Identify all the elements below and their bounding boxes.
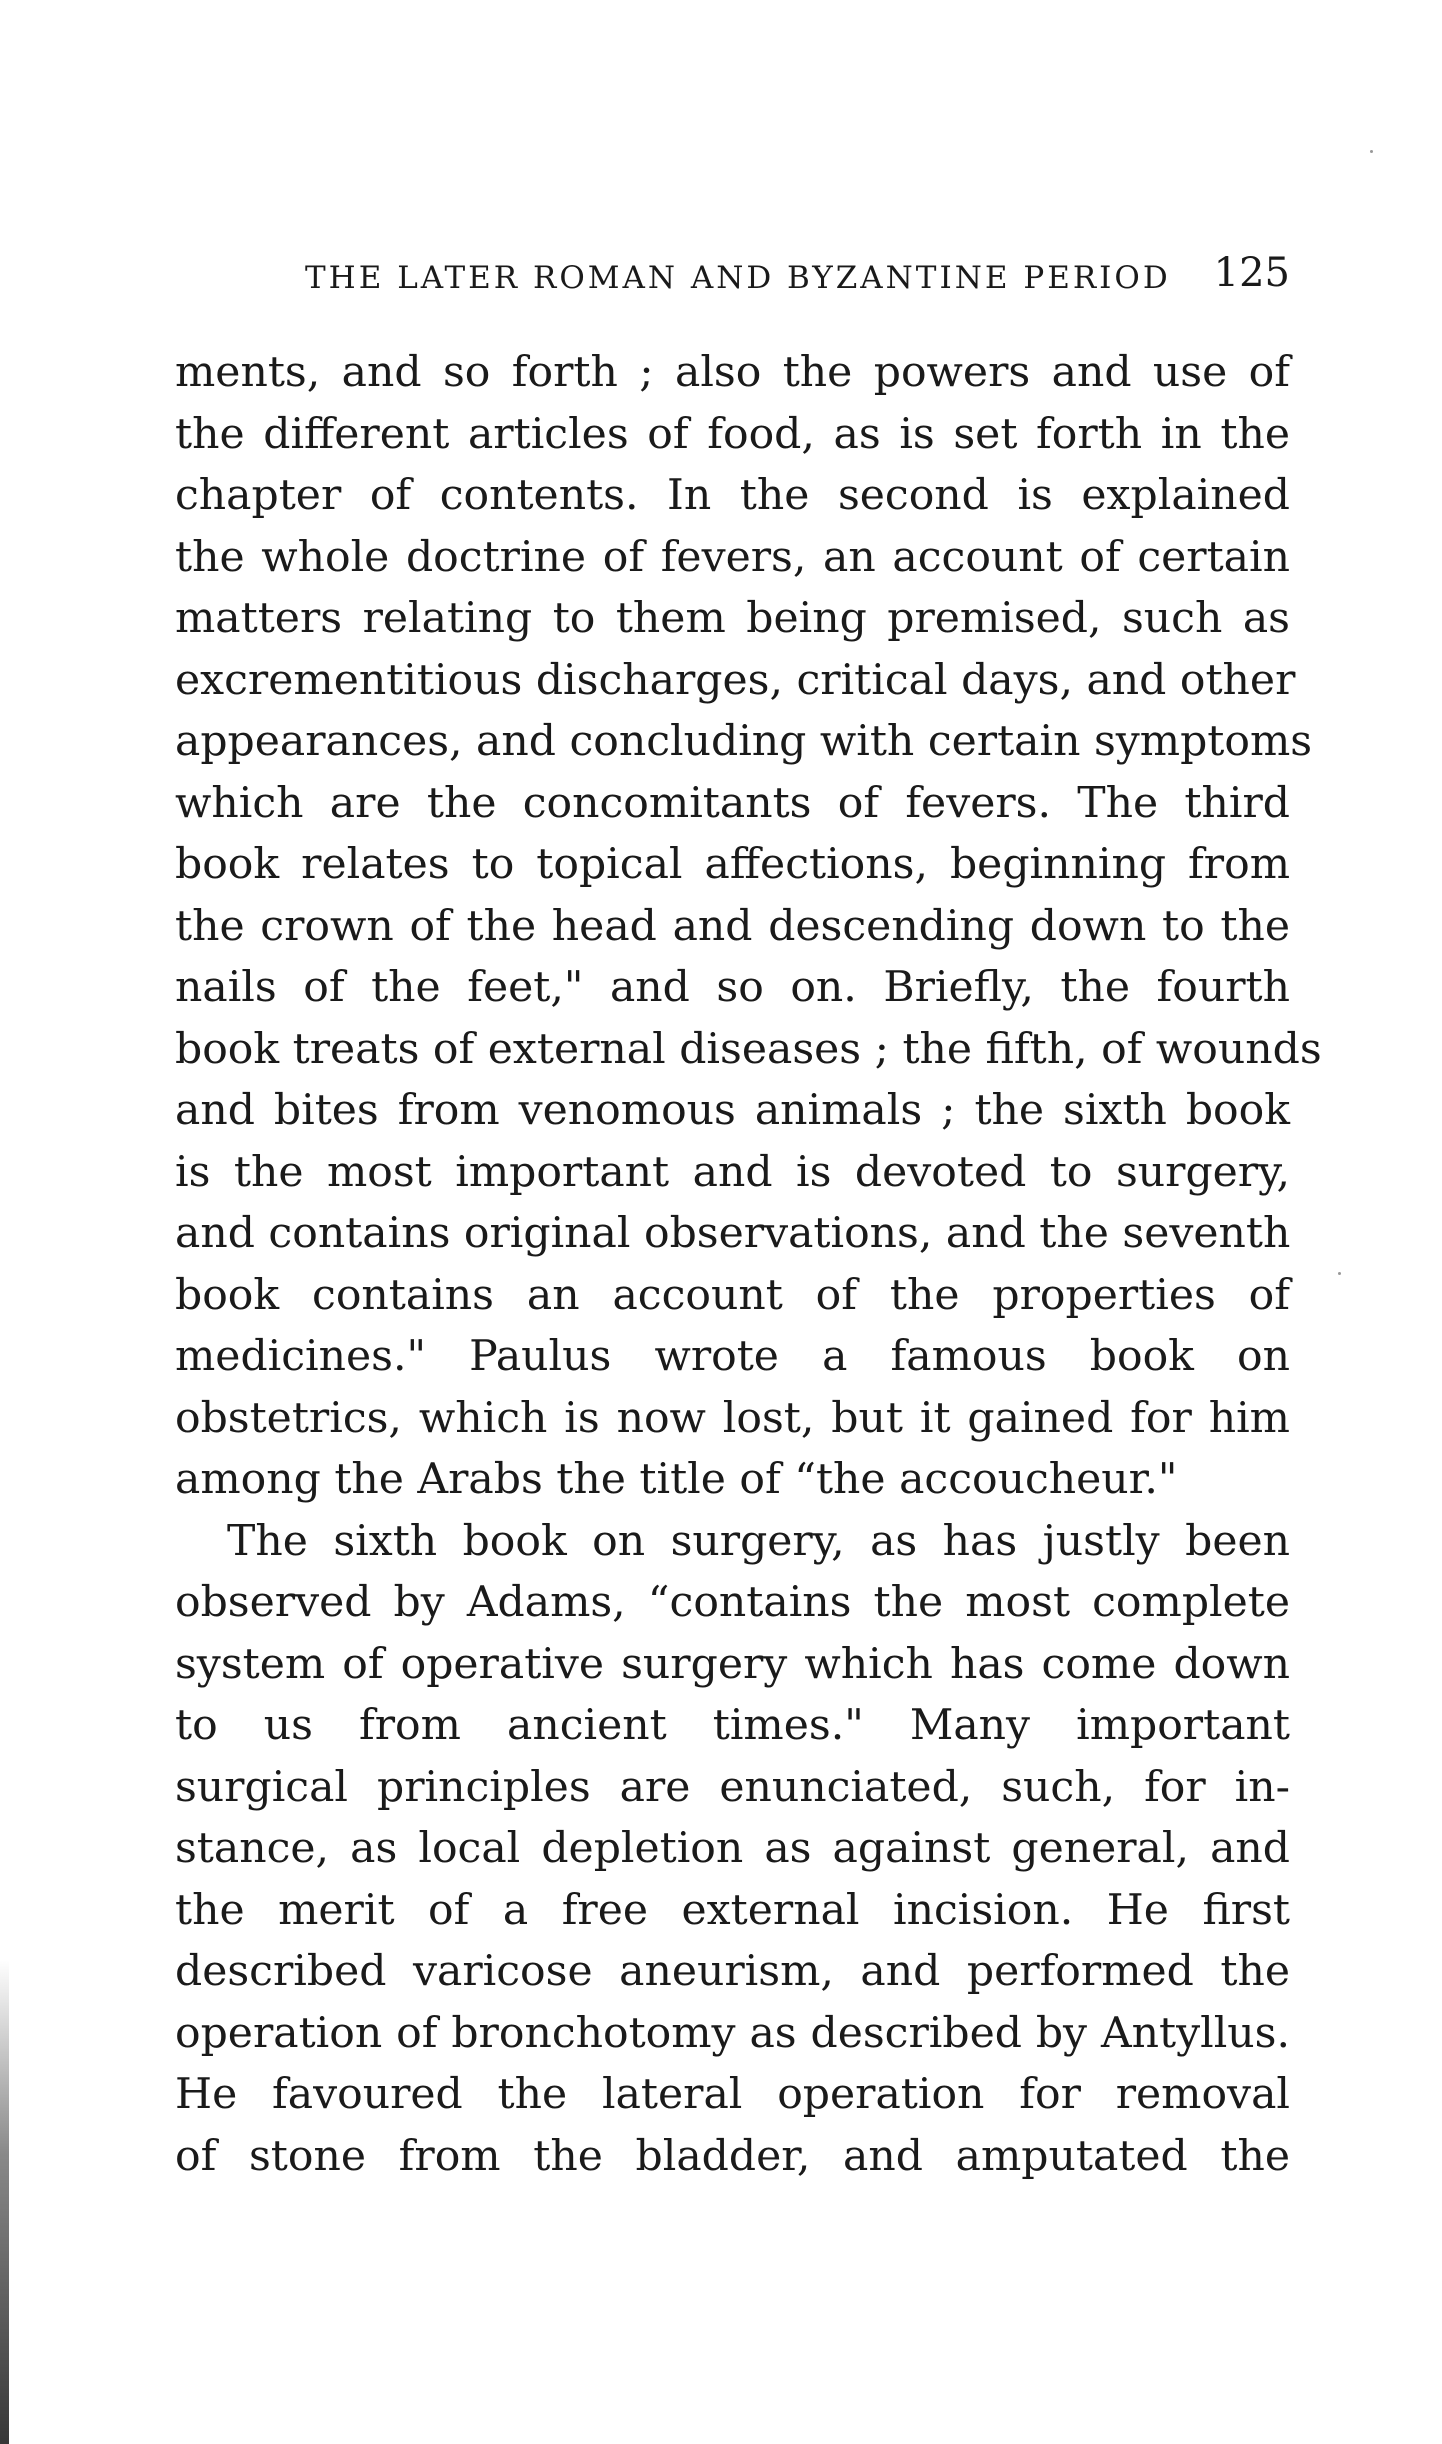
text-line: the crown of the head and descending down to the xyxy=(175,901,1290,951)
text-line: the different articles of food, as is set forth in the xyxy=(175,409,1290,459)
text-line: the whole doctrine of fevers, an account of certain xyxy=(175,532,1290,582)
text-line: book treats of external diseases ; the fifth, of wounds xyxy=(175,1024,1322,1074)
text-line: is the most important and is devoted to surgery, xyxy=(175,1147,1290,1197)
text-line: matters relating to them being premised, such as xyxy=(175,594,1290,643)
text-line: obstetrics, which is now lost, but it gained for him xyxy=(175,1393,1290,1443)
page-number: 125 xyxy=(1213,250,1290,296)
text-line: of stone from the bladder, and amputated the xyxy=(175,2131,1290,2181)
text-line: appearances, and concluding with certain symptoms xyxy=(175,717,1313,766)
text-line: chapter of contents. In the second is explained xyxy=(175,471,1290,520)
text-line: which are the concomitants of fevers. The third xyxy=(175,778,1290,828)
text-line: ments, and so forth ; also the powers and use of xyxy=(175,348,1290,397)
text-line: observed by Adams, “contains the most complete xyxy=(175,1578,1290,1627)
text-line: and bites from venomous animals ; the sixth book xyxy=(175,1086,1290,1135)
paragraph-start-line: The sixth book on surgery, as has justly been xyxy=(227,1516,1290,1566)
text-line: to us from ancient times." Many important xyxy=(175,1701,1290,1750)
text-line: surgical principles are enunciated, such, for in- xyxy=(175,1762,1290,1812)
text-line: the merit of a free external incision. He first xyxy=(175,1885,1290,1935)
body-text xyxy=(175,342,1322,2187)
text-line: system of operative surgery which has come down xyxy=(175,1639,1290,1689)
text-line: book relates to topical affections, beginning from xyxy=(175,840,1290,889)
text-line: described varicose aneurism, and performed the xyxy=(175,1947,1290,1996)
text-line: medicines." Paulus wrote a famous book on xyxy=(175,1332,1290,1381)
text-line: book contains an account of the properties of xyxy=(175,1270,1290,1320)
binding-edge-shadow xyxy=(0,1960,9,2444)
paper-speck xyxy=(1338,1272,1341,1275)
text-line: He favoured the lateral operation for removal xyxy=(175,2070,1290,2119)
running-head xyxy=(305,250,1290,310)
text-line: and contains original observations, and the seventh xyxy=(175,1209,1291,1258)
text-line: nails of the feet," and so on. Briefly, the fourth xyxy=(175,963,1290,1012)
running-title: THE LATER ROMAN AND BYZANTINE PERIOD xyxy=(305,260,1171,296)
paragraph-end-line: among the Arabs the title of “the accoucheur." xyxy=(175,1455,1178,1504)
text-line: operation of bronchotomy as described by Antyllus. xyxy=(175,2008,1290,2058)
paper-speck xyxy=(1370,150,1373,153)
text-line: excrementitious discharges, critical days, and other xyxy=(175,655,1296,705)
text-line: stance, as local depletion as against general, and xyxy=(175,1824,1290,1873)
